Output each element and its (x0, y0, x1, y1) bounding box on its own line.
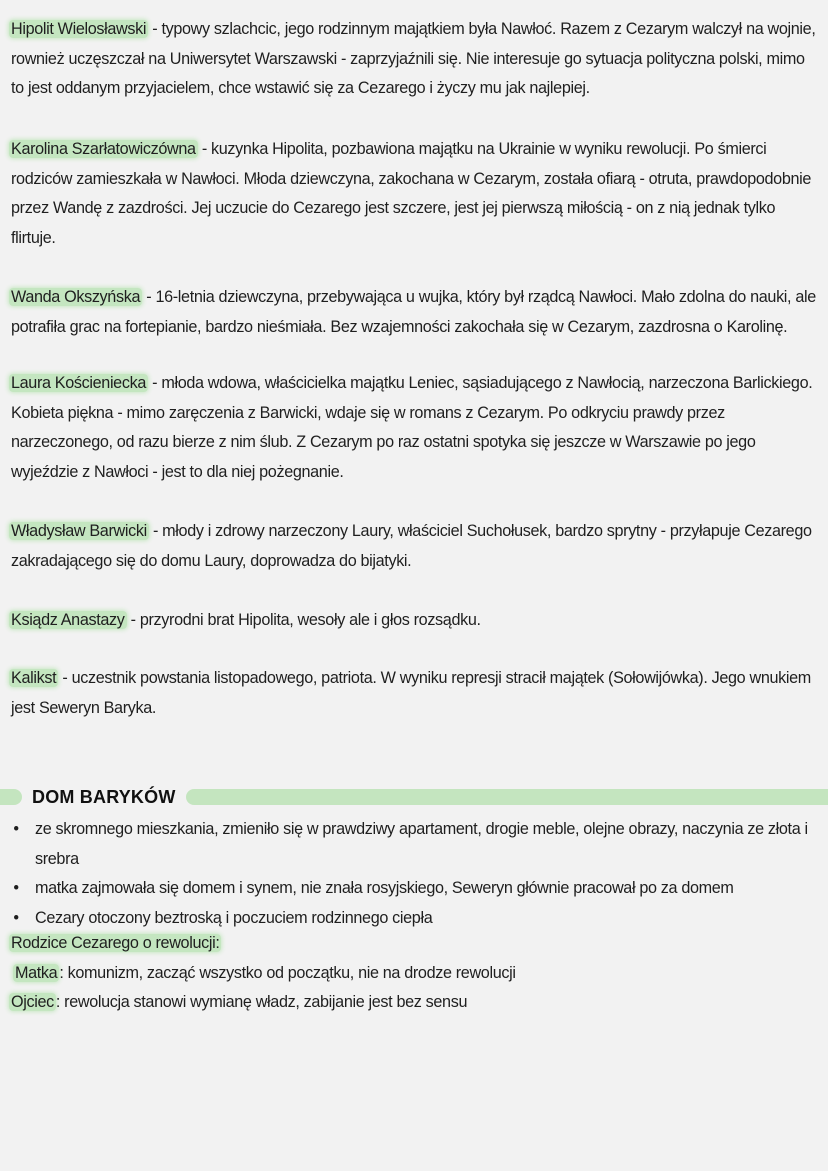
parent-label: Ojciec (11, 993, 54, 1011)
character-entry-hipolit (11, 15, 819, 104)
character-description: - przyrodni brat Hipolita, wesoły ale i głos rozsądku. (126, 611, 481, 629)
parents-heading-row (11, 929, 819, 959)
parent-opinion-text: : komunizm, zacząć wszystko od początku, nie na drodze rewolucji (59, 963, 516, 982)
parent-opinion-mother (11, 959, 819, 989)
character-description: - młody i zdrowy narzeczony Laury, właściciel Suchołusek, bardzo sprytny - przyłapuje Cezarego zakradającego się do domu Laury, doprowadza do bijatyki. (11, 522, 812, 570)
parent-opinion-father (11, 988, 819, 1018)
bullet-icon: • (13, 908, 19, 927)
bullet-icon: • (13, 879, 19, 897)
list-item-text: matka zajmowała się domem i synem, nie znała rosyjskiego, Seweryn głównie pracował po za domem (35, 879, 734, 897)
character-name: Wanda Okszyńska (11, 288, 141, 306)
list-item (11, 815, 819, 874)
list-item-text: Cezary otoczony beztroską i poczuciem rodzinnego ciepła (35, 908, 433, 927)
character-name: Władysław Barwicki (11, 522, 147, 540)
parents-heading: Rodzice Cezarego o rewolucji: (11, 934, 220, 952)
character-description: - 16-letnia dziewczyna, przebywająca u wujka, który był rządcą Nawłoci. Mało zdolna do nauki, ale potrafiła grac na fortepianie, bardzo nieśmiała. Bez wzajemności zakochała się w Cezarym, zazdrosna o Karolinę. (11, 288, 816, 336)
bullet-list (11, 815, 819, 933)
section-header (0, 784, 828, 808)
character-description: - młoda wdowa, właścicielka majątku Leniec, sąsiadującego z Nawłocią, narzeczona Barlickiego. Kobieta piękna - mimo zaręczenia z Barwicki, wdaje się w romans z Cezarym. Po odkryciu prawdy przez narzeczonego, od razu bierze z nim ślub. Z Cezarym po raz ostatni spotyka się jeszcze w Warszawie po jego wyjeździe z Nawłoci - jest to dla niej pożegnanie. (11, 374, 813, 481)
character-entry-anastazy (11, 606, 819, 636)
list-item-text: ze skromnego mieszkania, zmieniło się w prawdziwy apartament, drogie meble, olejne obrazy, naczynia ze złota i srebra (35, 820, 808, 868)
parent-opinion-text: : rewolucja stanowi wymianę władz, zabijanie jest bez sensu (55, 993, 468, 1011)
bullet-icon: • (13, 820, 19, 838)
character-name: Ksiądz Anastazy (11, 611, 125, 629)
character-description: - typowy szlachcic, jego rodzinnym majątkiem była Nawłoć. Razem z Cezarym walczył na wojnie, rownież uczęszczał na Uniwersytet Warszawski - zaprzyjaźnili się. Nie interesuje go sytuacja polityczna polski, mimo to jest oddanym przyjacielem, chce wstawić się za Cezarego i życzy mu jak najlepiej. (11, 20, 816, 97)
character-name: Laura Kościeniecka (11, 374, 146, 392)
header-decoration-bar (186, 789, 828, 805)
character-description: - kuzynka Hipolita, pozbawiona majątku na Ukrainie w wyniku rewolucji. Po śmierci rodziców zamieszkała w Nawłoci. Młoda dziewczyna, zakochana w Cezarym, została ofiarą - otruta, prawdopodobnie przez Wandę z zazdrości. Jej uczucie do Cezarego jest szczere, jest jej pierwszą miłością - on z nią jednak tylko flirtuje. (11, 140, 812, 247)
character-name: Kalikst (11, 669, 57, 687)
character-name: Karolina Szarłatowiczówna (11, 140, 196, 158)
character-description: - uczestnik powstania listopadowego, patriota. W wyniku represji stracił majątek (Sołowijówka). Jego wnukiem jest Seweryn Baryka. (11, 669, 811, 717)
parent-label: Matka (15, 963, 58, 982)
character-entry-barwicki (11, 517, 819, 576)
list-item (11, 874, 819, 904)
parents-opinions (11, 929, 819, 1018)
character-entry-wanda (11, 283, 819, 342)
section-title: DOM BARYKÓW (32, 787, 176, 807)
header-decoration-bar (0, 789, 22, 805)
character-entry-laura (11, 369, 819, 487)
character-entry-kalikst (11, 664, 819, 723)
character-name: Hipolit Wielosławski (11, 20, 147, 38)
character-entry-karolina (11, 135, 819, 253)
